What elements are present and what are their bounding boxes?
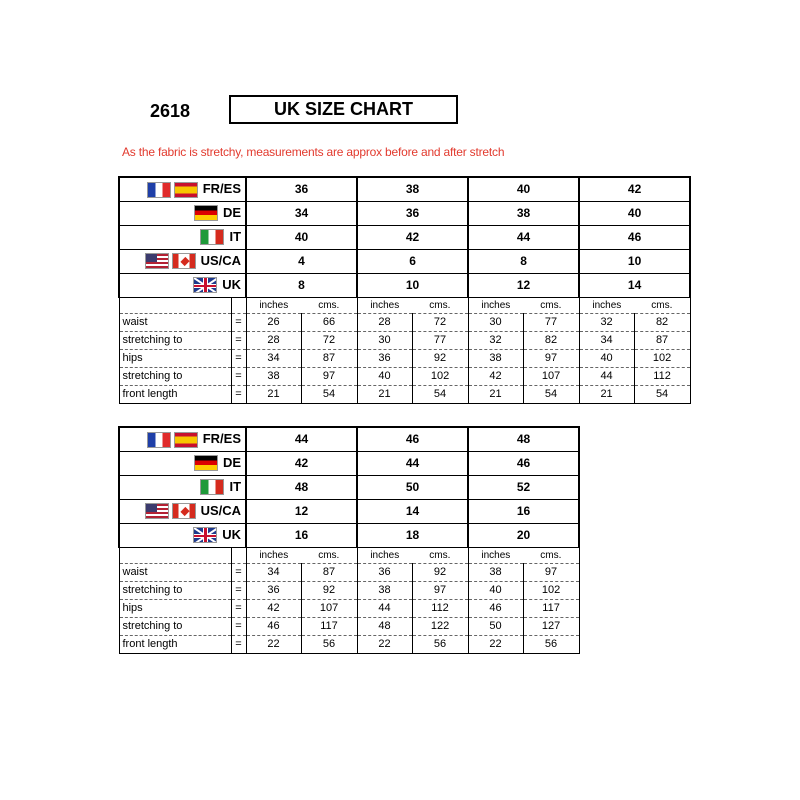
cms-value: 117 [301, 617, 357, 635]
cms-value: 87 [634, 331, 690, 349]
inches-value: 21 [246, 385, 301, 403]
region-cell [119, 499, 246, 523]
chart-title-text: UK SIZE CHART [274, 99, 413, 119]
size-row-fr-es [119, 427, 579, 451]
measure-label: front length [119, 635, 231, 653]
size-table-1 [118, 176, 691, 404]
equals-sign: = [231, 385, 246, 403]
inches-value: 22 [246, 635, 301, 653]
size-value: 46 [468, 451, 579, 475]
unit-inches: inches [246, 547, 301, 563]
inches-value: 22 [357, 635, 412, 653]
inches-value: 21 [468, 385, 523, 403]
measure-label: stretching to [119, 581, 231, 599]
region-label: US/CA [200, 252, 242, 268]
size-value: 18 [357, 523, 468, 547]
inches-value: 36 [246, 581, 301, 599]
units-blank [119, 547, 231, 563]
es-flag-icon [174, 432, 198, 448]
inches-value: 40 [357, 367, 412, 385]
region-cell [119, 225, 246, 249]
size-row-uk [119, 273, 690, 297]
equals-sign: = [231, 349, 246, 367]
equals-sign: = [231, 313, 246, 331]
measure-row [119, 563, 579, 581]
cms-value: 54 [412, 385, 468, 403]
region-label: FR/ES [202, 430, 242, 446]
uk-flag-icon [193, 527, 217, 543]
unit-inches: inches [579, 297, 634, 313]
measure-label: stretching to [119, 331, 231, 349]
region-label: US/CA [200, 502, 242, 518]
us-flag-icon [145, 503, 169, 519]
cms-value: 82 [634, 313, 690, 331]
it-flag-icon [200, 229, 224, 245]
region-cell [119, 249, 246, 273]
inches-value: 28 [246, 331, 301, 349]
size-value: 42 [246, 451, 357, 475]
cms-value: 102 [523, 581, 579, 599]
product-code: 2618 [150, 101, 191, 121]
equals-sign: = [231, 331, 246, 349]
size-value: 38 [357, 177, 468, 201]
cms-value: 112 [634, 367, 690, 385]
cms-value: 77 [412, 331, 468, 349]
size-row-de [119, 451, 579, 475]
inches-value: 38 [357, 581, 412, 599]
inches-value: 50 [468, 617, 523, 635]
size-value: 34 [246, 201, 357, 225]
it-flag-icon [200, 479, 224, 495]
size-value: 10 [357, 273, 468, 297]
size-value: 6 [357, 249, 468, 273]
unit-cms: cms. [412, 297, 468, 313]
region-label: IT [229, 478, 242, 494]
fr-flag-icon [147, 182, 171, 198]
region-cell [119, 475, 246, 499]
cms-value: 97 [301, 367, 357, 385]
measure-row [119, 581, 579, 599]
size-value: 42 [357, 225, 468, 249]
units-blank [231, 297, 246, 313]
size-value: 12 [246, 499, 357, 523]
stretch-note: As the fabric is stretchy, measurements are approx before and after stretch [122, 145, 505, 159]
us-flag-icon [145, 253, 169, 269]
fr-flag-icon [147, 432, 171, 448]
cms-value: 56 [523, 635, 579, 653]
measure-row [119, 635, 579, 653]
size-row-it [119, 475, 579, 499]
inches-value: 26 [246, 313, 301, 331]
size-row-uk [119, 523, 579, 547]
chart-title [229, 95, 458, 124]
size-value: 14 [579, 273, 690, 297]
measure-label: front length [119, 385, 231, 403]
cms-value: 77 [523, 313, 579, 331]
region-cell [119, 523, 246, 547]
unit-inches: inches [468, 547, 523, 563]
flags [145, 503, 196, 519]
size-value: 14 [357, 499, 468, 523]
unit-cms: cms. [412, 547, 468, 563]
size-value: 44 [468, 225, 579, 249]
unit-cms: cms. [523, 297, 579, 313]
measure-row [119, 599, 579, 617]
size-value: 46 [357, 427, 468, 451]
flags [194, 455, 218, 471]
cms-value: 54 [634, 385, 690, 403]
measure-row [119, 385, 690, 403]
cms-value: 87 [301, 349, 357, 367]
cms-value: 127 [523, 617, 579, 635]
inches-value: 21 [579, 385, 634, 403]
equals-sign: = [231, 581, 246, 599]
measure-row [119, 367, 690, 385]
inches-value: 32 [579, 313, 634, 331]
cms-value: 54 [523, 385, 579, 403]
de-flag-icon [194, 205, 218, 221]
size-row-de [119, 201, 690, 225]
unit-cms: cms. [523, 547, 579, 563]
inches-value: 46 [246, 617, 301, 635]
cms-value: 112 [412, 599, 468, 617]
cms-value: 92 [301, 581, 357, 599]
cms-value: 66 [301, 313, 357, 331]
inches-value: 42 [468, 367, 523, 385]
measure-label: hips [119, 599, 231, 617]
unit-inches: inches [357, 547, 412, 563]
inches-value: 38 [468, 349, 523, 367]
measure-row [119, 313, 690, 331]
cms-value: 107 [301, 599, 357, 617]
region-label: DE [222, 454, 242, 470]
size-value: 36 [246, 177, 357, 201]
cms-value: 107 [523, 367, 579, 385]
inches-value: 21 [357, 385, 412, 403]
size-value: 48 [246, 475, 357, 499]
inches-value: 30 [468, 313, 523, 331]
measure-label: waist [119, 313, 231, 331]
flags [193, 277, 217, 293]
inches-value: 32 [468, 331, 523, 349]
unit-cms: cms. [301, 297, 357, 313]
uk-flag-icon [193, 277, 217, 293]
region-label: UK [222, 526, 242, 542]
cms-value: 82 [523, 331, 579, 349]
size-value: 52 [468, 475, 579, 499]
unit-cms: cms. [301, 547, 357, 563]
size-value: 16 [246, 523, 357, 547]
flags [200, 479, 224, 495]
cms-value: 97 [412, 581, 468, 599]
size-row-it [119, 225, 690, 249]
inches-value: 36 [357, 563, 412, 581]
size-value: 40 [579, 201, 690, 225]
units-blank [231, 547, 246, 563]
measure-label: stretching to [119, 367, 231, 385]
cms-value: 56 [301, 635, 357, 653]
unit-inches: inches [357, 297, 412, 313]
flags [147, 182, 198, 198]
size-value: 44 [246, 427, 357, 451]
measure-label: hips [119, 349, 231, 367]
cms-value: 122 [412, 617, 468, 635]
flags [194, 205, 218, 221]
region-cell [119, 177, 246, 201]
equals-sign: = [231, 617, 246, 635]
region-label: DE [222, 204, 242, 220]
region-label: FR/ES [202, 180, 242, 196]
equals-sign: = [231, 599, 246, 617]
cms-value: 72 [301, 331, 357, 349]
cms-value: 56 [412, 635, 468, 653]
inches-value: 34 [246, 563, 301, 581]
de-flag-icon [194, 455, 218, 471]
size-value: 44 [357, 451, 468, 475]
cms-value: 92 [412, 349, 468, 367]
size-value: 16 [468, 499, 579, 523]
size-row-us-ca [119, 499, 579, 523]
inches-value: 40 [468, 581, 523, 599]
inches-value: 36 [357, 349, 412, 367]
inches-value: 40 [579, 349, 634, 367]
cms-value: 72 [412, 313, 468, 331]
size-value: 8 [468, 249, 579, 273]
size-row-us-ca [119, 249, 690, 273]
region-label: UK [222, 276, 242, 292]
region-cell [119, 201, 246, 225]
inches-value: 34 [579, 331, 634, 349]
units-row [119, 297, 690, 313]
inches-value: 34 [246, 349, 301, 367]
inches-value: 22 [468, 635, 523, 653]
cms-value: 97 [523, 563, 579, 581]
ca-flag-icon [172, 503, 196, 519]
flags [145, 253, 196, 269]
size-value: 20 [468, 523, 579, 547]
inches-value: 48 [357, 617, 412, 635]
size-value: 10 [579, 249, 690, 273]
cms-value: 102 [412, 367, 468, 385]
inches-value: 38 [246, 367, 301, 385]
size-value: 12 [468, 273, 579, 297]
size-row-fr-es [119, 177, 690, 201]
inches-value: 44 [579, 367, 634, 385]
unit-cms: cms. [634, 297, 690, 313]
inches-value: 46 [468, 599, 523, 617]
region-cell [119, 427, 246, 451]
measure-row [119, 349, 690, 367]
flags [147, 432, 198, 448]
inches-value: 42 [246, 599, 301, 617]
inches-value: 30 [357, 331, 412, 349]
size-value: 48 [468, 427, 579, 451]
inches-value: 38 [468, 563, 523, 581]
equals-sign: = [231, 635, 246, 653]
cms-value: 87 [301, 563, 357, 581]
size-value: 40 [246, 225, 357, 249]
size-value: 36 [357, 201, 468, 225]
unit-inches: inches [246, 297, 301, 313]
ca-flag-icon [172, 253, 196, 269]
size-value: 40 [468, 177, 579, 201]
measure-label: stretching to [119, 617, 231, 635]
flags [200, 229, 224, 245]
measure-row [119, 617, 579, 635]
cms-value: 102 [634, 349, 690, 367]
size-table-2 [118, 426, 580, 654]
equals-sign: = [231, 563, 246, 581]
region-cell [119, 451, 246, 475]
units-blank [119, 297, 231, 313]
cms-value: 117 [523, 599, 579, 617]
flags [193, 527, 217, 543]
cms-value: 97 [523, 349, 579, 367]
measure-label: waist [119, 563, 231, 581]
size-value: 38 [468, 201, 579, 225]
region-cell [119, 273, 246, 297]
measure-row [119, 331, 690, 349]
unit-inches: inches [468, 297, 523, 313]
inches-value: 28 [357, 313, 412, 331]
size-value: 42 [579, 177, 690, 201]
inches-value: 44 [357, 599, 412, 617]
units-row [119, 547, 579, 563]
cms-value: 54 [301, 385, 357, 403]
cms-value: 92 [412, 563, 468, 581]
size-value: 46 [579, 225, 690, 249]
size-value: 4 [246, 249, 357, 273]
es-flag-icon [174, 182, 198, 198]
size-value: 50 [357, 475, 468, 499]
region-label: IT [229, 228, 242, 244]
equals-sign: = [231, 367, 246, 385]
size-value: 8 [246, 273, 357, 297]
